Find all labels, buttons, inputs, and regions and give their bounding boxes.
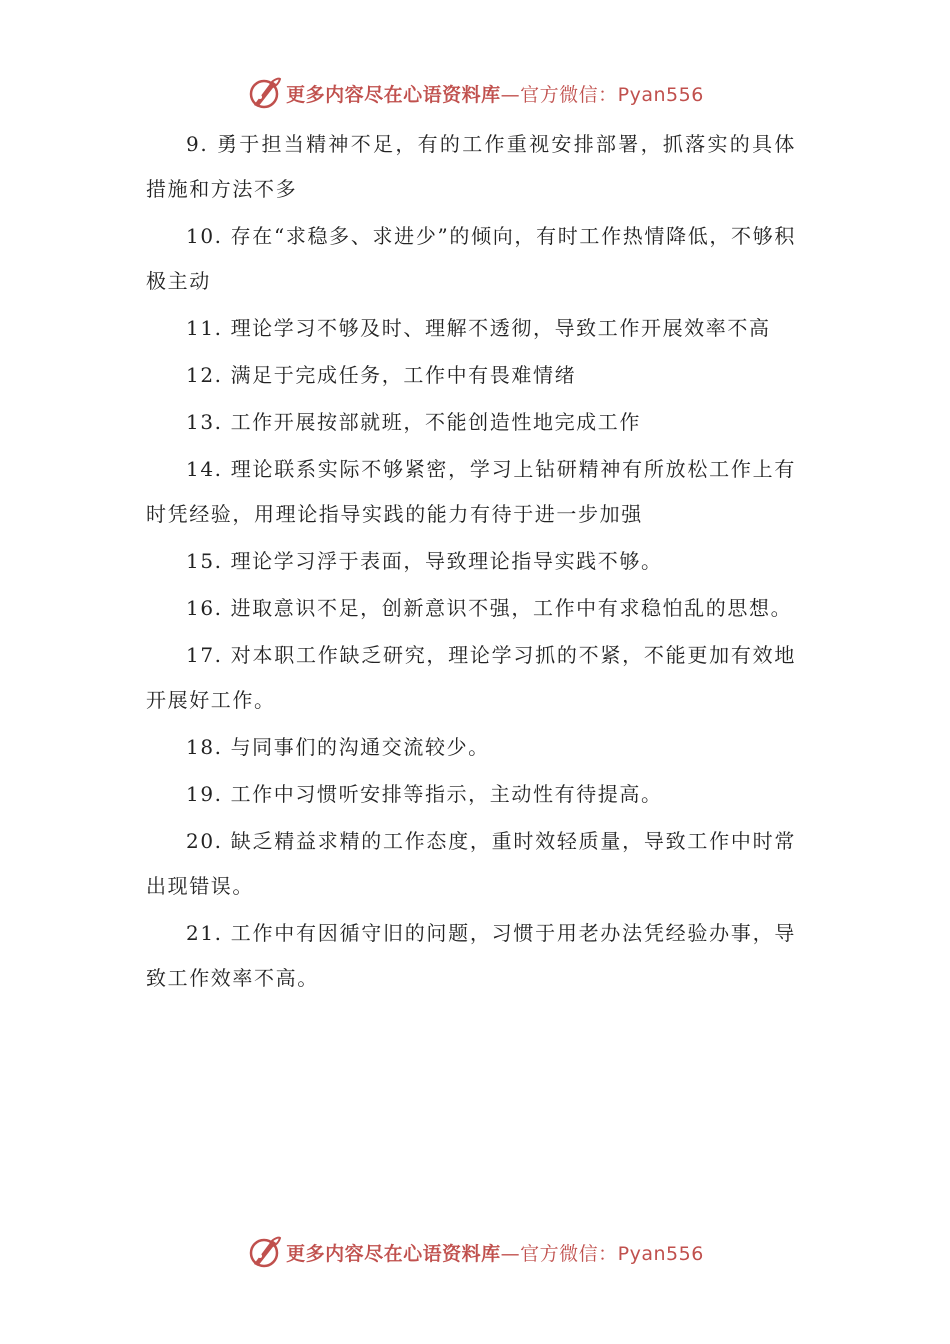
document-body (146, 122, 796, 1003)
list-item: 12. 满足于完成任务，工作中有畏难情绪 (186, 363, 577, 387)
quill-pen-seal-icon (246, 75, 282, 111)
list-item: 10. 存在“求稳多、求进少”的倾向，有时工作热情降低，不够积极主动 (146, 224, 796, 293)
list-item: 9. 勇于担当精神不足，有的工作重视安排部署，抓落实的具体措施和方法不多 (146, 132, 796, 201)
banner-contact-text: 官方微信：Pyan556 (520, 83, 704, 106)
list-item: 16. 进取意识不足，创新意识不强，工作中有求稳怕乱的思想。 (186, 596, 793, 620)
list-item: 19. 工作中习惯听安排等指示，主动性有待提高。 (186, 782, 663, 806)
list-item: 18. 与同事们的沟通交流较少。 (186, 735, 490, 759)
banner-main-text: 更多内容尽在心语资料库 (286, 1242, 501, 1265)
banner-text (286, 1239, 704, 1266)
banner-text (286, 80, 704, 107)
banner-separator: — (500, 1242, 521, 1265)
banner-separator: — (500, 83, 521, 106)
banner-contact-text: 官方微信：Pyan556 (520, 1242, 704, 1265)
quill-pen-seal-icon (246, 1234, 282, 1270)
list-item: 13. 工作开展按部就班，不能创造性地完成工作 (186, 410, 641, 434)
list-item: 14. 理论联系实际不够紧密，学习上钻研精神有所放松工作上有时凭经验，用理论指导实践的能力有待于进一步加强 (146, 457, 796, 526)
list-item: 20. 缺乏精益求精的工作态度，重时效轻质量，导致工作中时常出现错误。 (146, 829, 796, 898)
list-item: 11. 理论学习不够及时、理解不透彻，导致工作开展效率不高 (186, 316, 771, 340)
header-banner (0, 71, 950, 115)
footer-banner (0, 1230, 950, 1274)
banner-main-text: 更多内容尽在心语资料库 (286, 83, 501, 106)
list-item: 21. 工作中有因循守旧的问题，习惯于用老办法凭经验办事，导致工作效率不高。 (146, 921, 796, 990)
list-item: 17. 对本职工作缺乏研究，理论学习抓的不紧，不能更加有效地开展好工作。 (146, 643, 796, 712)
list-item: 15. 理论学习浮于表面，导致理论指导实践不够。 (186, 549, 663, 573)
